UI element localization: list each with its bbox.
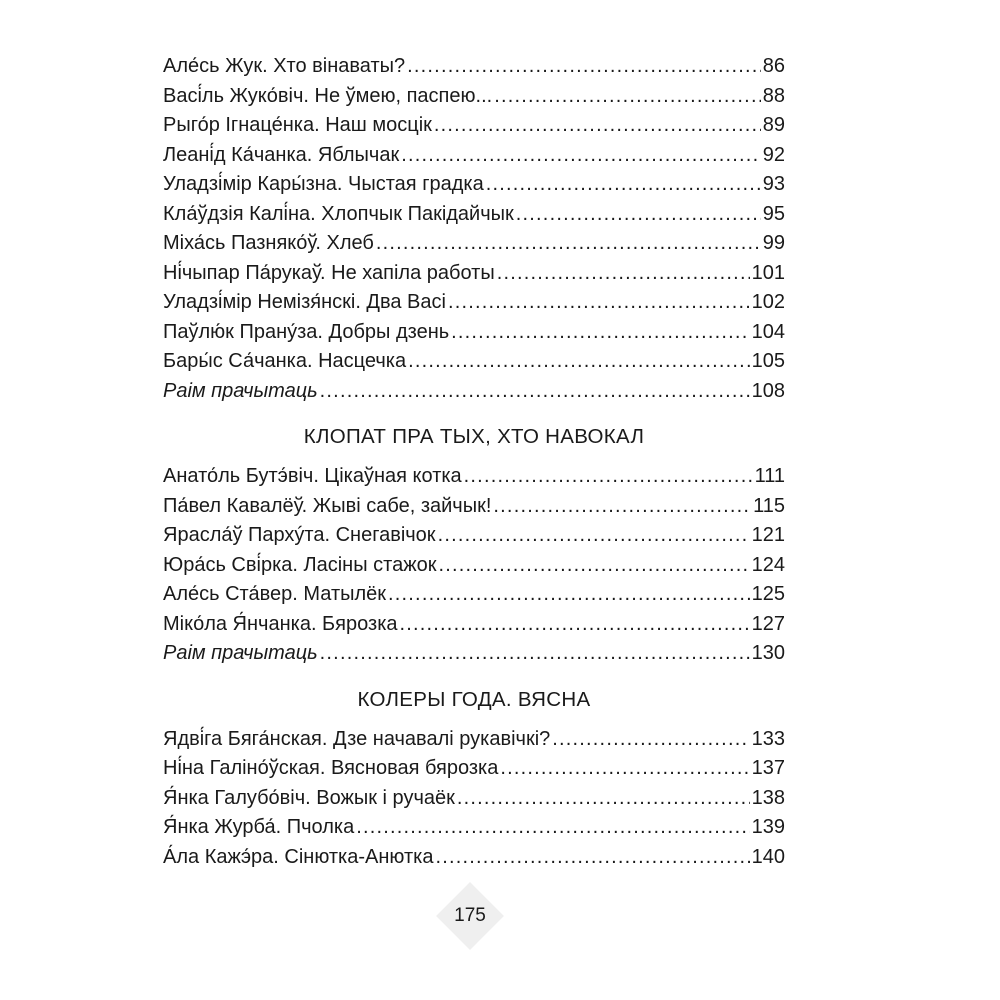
- entry-title: Міха́сь Пазняко́ў. Хлеб: [163, 232, 374, 254]
- entry-title: Па́вел Кавалёў. Жыві сабе, зайчык!: [163, 494, 492, 517]
- dot-leader: [356, 813, 749, 843]
- entry-title: Леані́д Ка́чанка. Яблычак: [163, 143, 400, 166]
- toc-entry: [163, 377, 785, 407]
- dot-leader: [435, 843, 749, 873]
- section-heading: КОЛЕРЫ ГОДА. ВЯСНА: [357, 687, 591, 711]
- toc-entry: [163, 551, 785, 581]
- dot-leader: [434, 111, 761, 141]
- dot-leader: [448, 288, 750, 318]
- entry-page-number: 121: [751, 524, 785, 546]
- entry-title: Але́сь Жук. Хто вінаваты?: [163, 55, 406, 77]
- toc-entry: [163, 784, 785, 814]
- toc-entry: [163, 639, 785, 669]
- toc-entry: [163, 200, 785, 230]
- entry-page-number: 104: [751, 320, 785, 343]
- entry-title: Юра́сь Сві́рка. Ласіны стажок: [163, 553, 437, 576]
- dot-leader: [438, 551, 749, 581]
- page-number: 175: [454, 905, 486, 926]
- entry-page-number: 105: [751, 350, 785, 372]
- toc-entry: [163, 52, 785, 82]
- dot-leader: [494, 82, 761, 112]
- entry-title: Яраcла́ў Пархýта. Снегавічок: [163, 524, 436, 546]
- section-heading: КЛОПАТ ПРА ТЫХ, ХТО НАВОКАЛ: [303, 425, 645, 448]
- entry-title: Кла́ўдзія Калі́на. Хлопчык Пакідайчык: [163, 202, 514, 225]
- toc-entry: [163, 229, 785, 259]
- toc-entry: [163, 82, 785, 112]
- entry-page-number: 124: [751, 553, 785, 576]
- dot-leader: [407, 52, 761, 82]
- toc-section: [163, 52, 785, 406]
- toc-entry: [163, 610, 785, 640]
- entry-title: А́ла Кажэ́ра. Сінютка-Анютка: [163, 845, 434, 868]
- toc-entry: [163, 725, 785, 755]
- toc-entry: [163, 318, 785, 348]
- toc-entry: [163, 259, 785, 289]
- toc-entry: [163, 813, 785, 843]
- dot-leader: [493, 492, 751, 522]
- entry-title: Рыго́р Ігнаце́нка. Наш мосцік: [163, 114, 432, 136]
- entry-page-number: 138: [751, 786, 785, 809]
- toc-entry: [163, 521, 785, 551]
- entry-title: Але́сь Ста́вер. Матылёк: [163, 583, 387, 605]
- dot-leader: [320, 377, 750, 407]
- entry-title: Ядві́га Бяга́нская. Дзе начавалі рукавічкі?: [163, 727, 551, 750]
- entry-page-number: 139: [751, 816, 785, 838]
- dot-leader: [408, 347, 750, 377]
- entry-title: Васі́ль Жуко́віч. Не ўмею, паспею...: [163, 84, 493, 107]
- dot-leader: [320, 639, 750, 669]
- dot-leader: [500, 754, 749, 784]
- toc-entry: [163, 288, 785, 318]
- entry-page-number: 95: [762, 202, 785, 225]
- toc-section: [163, 416, 785, 669]
- entry-title: Уладзі́мір Кары́зна. Чыстая градка: [163, 173, 484, 195]
- entry-title: Уладзі́мір Немізя́нскі. Два Васі: [163, 291, 446, 313]
- entry-page-number: 133: [751, 727, 785, 750]
- toc-entry: [163, 580, 785, 610]
- toc-entry: [163, 462, 785, 492]
- dot-leader: [401, 141, 761, 171]
- entry-title: Анато́ль Бутэ́віч. Цікаўная котка: [163, 465, 462, 487]
- entry-page-number: 137: [751, 757, 785, 779]
- toc-entry: [163, 141, 785, 171]
- dot-leader: [516, 200, 761, 230]
- dot-leader: [457, 784, 750, 814]
- dot-leader: [438, 521, 750, 551]
- toc-entry: [163, 111, 785, 141]
- dot-leader: [497, 259, 750, 289]
- entry-page-number: 108: [751, 379, 785, 402]
- dot-leader: [464, 462, 753, 492]
- toc-entry: [163, 492, 785, 522]
- toc-entry: [163, 754, 785, 784]
- entry-page-number: 130: [751, 642, 785, 664]
- toc-entry: [163, 347, 785, 377]
- entry-title: Я́нка Журба́. Пчолка: [163, 816, 355, 838]
- entry-page-number: 140: [751, 845, 785, 868]
- entry-page-number: 102: [751, 291, 785, 313]
- entry-title: Ні́чыпар Па́рукаў. Не хапіла работы: [163, 261, 495, 284]
- entry-title: Раім прачытаць: [163, 642, 318, 664]
- dot-leader: [451, 318, 749, 348]
- entry-page-number: 99: [762, 232, 785, 254]
- page-number-badge: [436, 882, 504, 950]
- entry-title: Паўлю́к Прану́за. Добры дзень: [163, 320, 450, 343]
- toc-section: [163, 679, 785, 873]
- entry-page-number: 101: [751, 261, 785, 284]
- dot-leader: [486, 170, 761, 200]
- entry-title: Міко́ла Я́нчанка. Бярозка: [163, 612, 398, 635]
- entry-page-number: 88: [762, 84, 785, 107]
- entry-page-number: 86: [762, 55, 785, 77]
- entry-page-number: 127: [751, 612, 785, 635]
- dot-leader: [388, 580, 750, 610]
- entry-title: Я́нка Галубо́віч. Вожык і ручаёк: [163, 786, 455, 809]
- toc-entry: [163, 843, 785, 873]
- entry-title: Ні́на Галіно́ўская. Вясновая бярозка: [163, 757, 499, 779]
- entry-page-number: 93: [762, 173, 785, 195]
- entry-page-number: 111: [754, 465, 785, 487]
- table-of-contents: [163, 52, 785, 872]
- entry-page-number: 115: [753, 494, 785, 517]
- toc-entry: [163, 170, 785, 200]
- entry-title: Раім прачытаць: [163, 379, 318, 402]
- entry-page-number: 92: [762, 143, 785, 166]
- dot-leader: [400, 610, 750, 640]
- dot-leader: [552, 725, 749, 755]
- dot-leader: [376, 229, 761, 259]
- entry-title: Бары́с Са́чанка. Насцечка: [163, 350, 407, 372]
- entry-page-number: 89: [762, 114, 785, 136]
- entry-page-number: 125: [751, 583, 785, 605]
